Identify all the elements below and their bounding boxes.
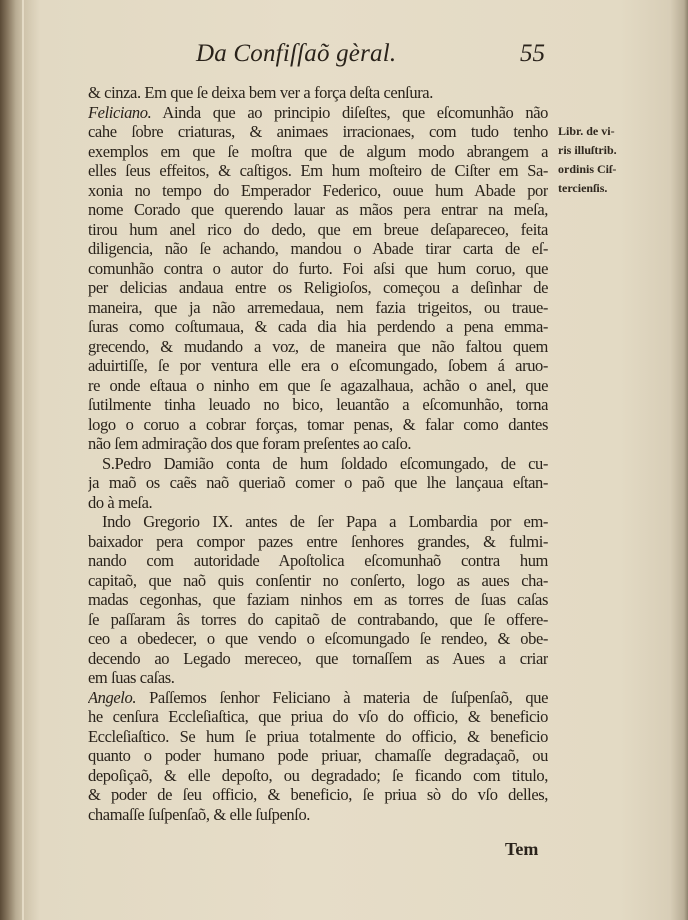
text-line-content: cahe ſobre criaturas, & animaes irracionaes, com tudo tenho [88, 122, 548, 141]
text-line-content: chamaſſe ſuſpenſaõ, & elle ſuſpenſo. [88, 804, 311, 824]
text-line-content: Ainda que ao principio diſeſtes, que eſcomunhão não [151, 102, 548, 122]
text-line-content: capitaõ, que naõ quis conſentir no conſerto, logo as aues cha- [88, 570, 548, 590]
text-line [88, 805, 548, 825]
text-line-content: nome Corado que querendo lauar as mãos pera entrar na meſa, [88, 200, 548, 219]
text-line-content: ceo a obedecer, o que vendo o eſcomungado ſe rendeo, & obe- [88, 629, 548, 648]
text-line [88, 610, 548, 630]
text-line-content: per delicias andaua entre os Religioſos, começou a deſinhar de [88, 278, 548, 297]
text-line-content: quanto o poder humano pode priuar, chamaſſe degradaçaõ, ou [88, 746, 548, 765]
text-line [88, 298, 548, 318]
speaker-name: Feliciano. [88, 102, 152, 122]
text-line [88, 551, 548, 571]
text-line [88, 278, 548, 298]
text-line-content: elles ſeus effeitos, & caſtigos. Em hum moſteiro de Ciſter em Sa- [88, 161, 548, 180]
text-line-content: exemplos em que ſe moſtra que de algum modo abrangem a [88, 141, 548, 161]
text-line [88, 181, 548, 201]
text-line-content: & poder de ſeu officio, & beneficio, ſe priua sò do vſo delles, [88, 785, 548, 804]
text-line-content: xonia no tempo do Emperador Federico, ouue hum Abade por [88, 180, 548, 200]
text-line [88, 785, 548, 805]
text-line-content: diligencia, não ſe achando, mandou o Abade tirar carta de eſ- [88, 239, 548, 258]
text-line-content: aduirtiſſe, ſe por ventura elle era o eſcomungado, ſobem á aruo- [88, 356, 548, 375]
text-line-content: Eccleſiaſtico. Se hum ſe priua totalmente do officio, & beneficio [88, 726, 548, 746]
catchword: Tem [505, 839, 539, 859]
text-line-content: maneira, que ja não arremedaua, nem fazia trigeitos, ou traue- [88, 297, 548, 317]
text-line [88, 122, 548, 142]
text-line [88, 200, 548, 220]
text-line [88, 727, 548, 747]
text-line-content: baixador pera compor pazes entre ſenhores grandes, & fulmi- [88, 531, 548, 551]
text-line [88, 688, 548, 708]
text-line [88, 473, 548, 493]
text-line [88, 83, 548, 103]
text-line [88, 649, 548, 669]
running-header-title: Da Confiſſaõ gèral. [196, 40, 397, 67]
text-line [88, 395, 548, 415]
text-line-content: madas cegonhas, que faziam ninhos em as torres de ſuas caſas [88, 590, 548, 609]
text-line [88, 376, 548, 396]
text-line [88, 454, 548, 474]
text-line-content: nando com autoridade Apoſtolica eſcomunhaõ contra hum [88, 551, 548, 570]
text-line [88, 746, 548, 766]
text-line-content: depoſiçaõ, & elle depoſto, ou degradado; ſe ficando com titulo, [88, 765, 548, 785]
text-line-content: ſuras como coſtumaua, & cada dia hia perdendo a pena emma- [88, 317, 548, 336]
text-line [88, 766, 548, 786]
margin-note [558, 122, 668, 198]
text-line [88, 142, 548, 162]
text-line [88, 415, 548, 435]
margin-note-line: ris illuſtrib. [558, 143, 617, 157]
text-line [88, 512, 548, 532]
margin-note-line: ordinis Ciſ- [558, 162, 617, 176]
text-line [88, 668, 548, 688]
text-line [88, 571, 548, 591]
text-line [88, 103, 548, 123]
text-line [88, 629, 548, 649]
text-line-content: re onde eſtaua o ninho em que ſe agazalhaua, achão o anel, que [88, 375, 548, 395]
text-line-content: decendo ao Legado mereceo, que tornaſſem as Aues a criar [88, 648, 548, 668]
book-binding-edge [22, 0, 24, 920]
text-line-content: & cinza. Em que ſe deixa bem ver a força deſta cenſura. [88, 83, 433, 102]
body-text [88, 83, 548, 824]
text-line [88, 707, 548, 727]
text-line [88, 590, 548, 610]
text-line-content: Indo Gregorio IX. antes de ſer Papa a Lombardia por em- [102, 512, 548, 531]
text-line-content: logo o coruo a cobrar forças, tomar penas, & falar como dantes [88, 414, 548, 434]
text-line [88, 356, 548, 376]
text-line-content: he cenſura Eccleſiaſtica, que priua do vſo do officio, & beneficio [88, 707, 548, 726]
text-line [88, 532, 548, 552]
text-line [88, 317, 548, 337]
page-number: 55 [520, 40, 545, 67]
text-line [88, 239, 548, 259]
text-line [88, 434, 548, 454]
text-line-content: tirou hum anel rico do dedo, que em breue deſapareceo, feita [88, 219, 548, 239]
text-line-content: ſe paſſaram âs torres do capitaõ de contrabando, que ſe offere- [88, 609, 548, 629]
text-line-content: do à meſa. [88, 492, 153, 512]
text-line-content: comunhão contra o autor do furto. Foi aſsi que hum coruo, que [88, 258, 548, 278]
text-line-content: não ſem admiração dos que foram preſentes ao caſo. [88, 434, 412, 453]
text-line [88, 493, 548, 513]
margin-note-line: tercienſis. [558, 181, 608, 195]
text-line-content: Paſſemos ſenhor Feliciano à materia de ſuſpenſaõ, que [136, 687, 548, 707]
text-line [88, 259, 548, 279]
text-line-content: S.Pedro Damião conta de hum ſoldado eſcomungado, de cu- [102, 453, 548, 473]
text-line-content: ja maõ os caẽs naõ queriaõ comer o paõ que lhe lançaua eſtan- [88, 473, 548, 492]
speaker-name: Angelo. [88, 687, 137, 707]
text-line-content: ſutilmente tinha leuado no bico, leuantão a eſcomunhão, torna [88, 395, 548, 414]
text-line [88, 337, 548, 357]
text-line [88, 161, 548, 181]
text-line [88, 220, 548, 240]
text-line-content: grecendo, & mudando a voz, de maneira que não faltou quem [88, 336, 548, 356]
margin-note-line: Libr. de vi- [558, 124, 615, 138]
text-line-content: em ſuas caſas. [88, 668, 175, 687]
